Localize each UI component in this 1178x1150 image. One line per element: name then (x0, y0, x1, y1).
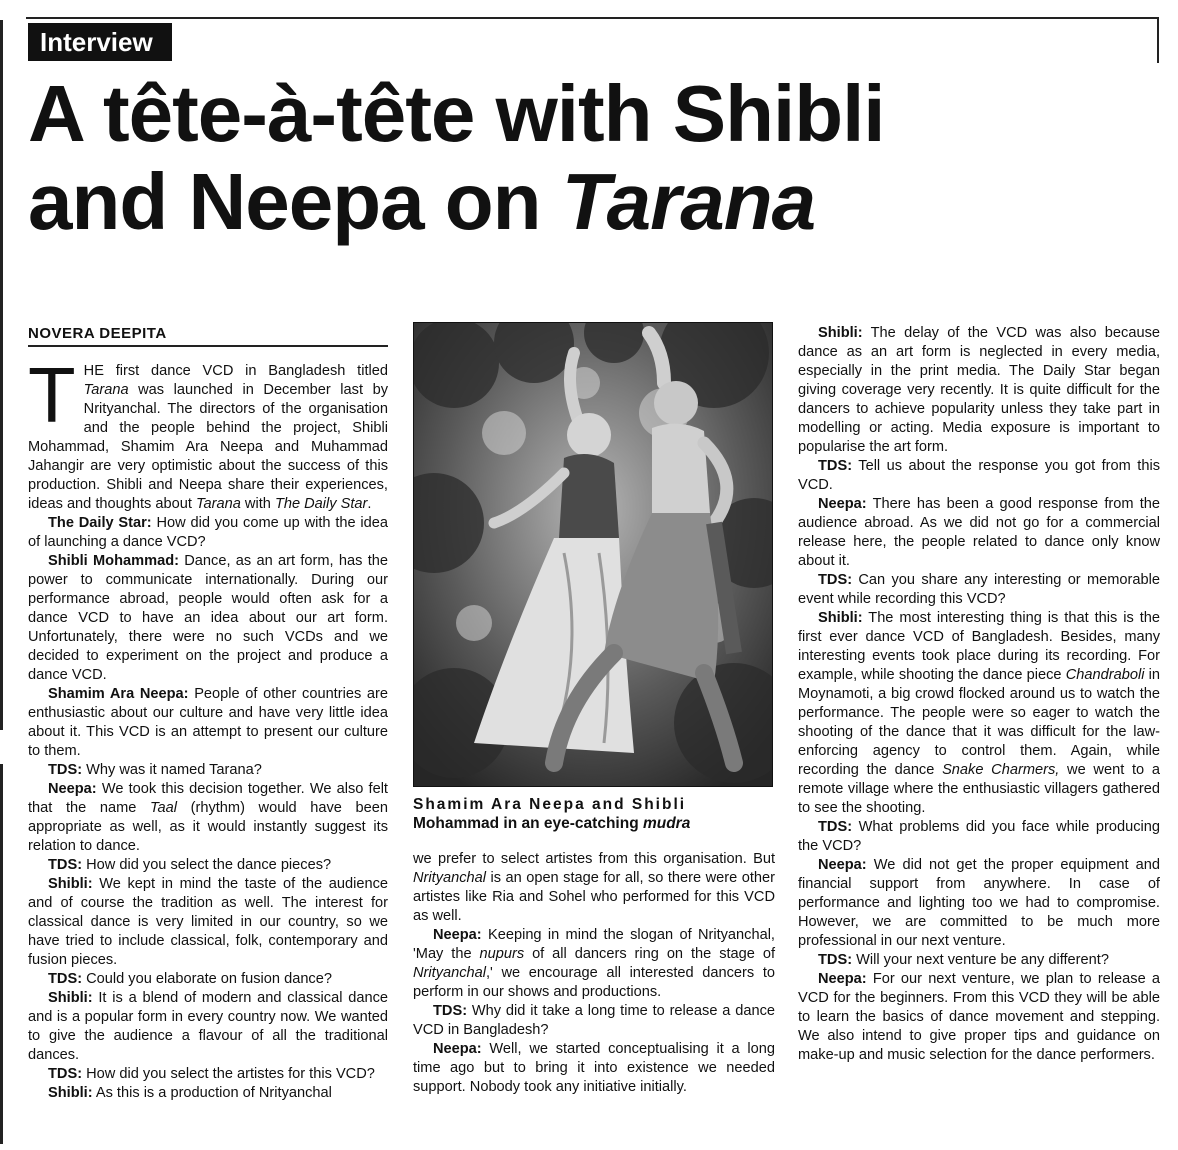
qa-paragraph: Neepa: For our next venture, we plan to release a VCD for the beginners. From this VCD they will be able to learn the basics of dance movement and stepping. We also intend to give proper tips and guidance on make-up and music selection for the dance performers. (798, 971, 1160, 1063)
top-rule (26, 17, 1158, 19)
article-column-3 (798, 324, 1160, 1065)
qa-paragraph: Shibli: As this is a production of Nrityanchal (48, 1085, 332, 1101)
dancers-photo (413, 322, 773, 787)
qa-paragraph: Shamim Ara Neepa: People of other countries are enthusiastic about our culture and have very little idea about it. This VCD is an attempt to present our culture to them. (28, 686, 388, 759)
qa-paragraph: Shibli: It is a blend of modern and classical dance and is a popular form in every country now. We wanted to give the audience a flavour of all the traditional dances. (28, 990, 388, 1063)
qa-paragraph: TDS: How did you select the artistes for this VCD? (48, 1066, 375, 1082)
qa-paragraph: Neepa: There has been a good response from the audience abroad. As we did not go for a commercial release here, the people related to dance only know about it. (798, 496, 1160, 569)
headline-line1: A tête-à-tête with Shibli (28, 69, 885, 158)
dancers-illustration (414, 323, 772, 786)
qa-paragraph: Shibli Mohammad: Dance, as an art form, has the power to communicate internationally. During our performance abroad, people would often ask for a dance VCD to have an idea about our art form. Unfortunately, there were no such VCDs and we decided to experiment on the project and produce a dance VCD. (28, 553, 388, 683)
drop-cap: T (28, 351, 76, 439)
qa-paragraph: TDS: Could you elaborate on fusion dance? (48, 971, 332, 987)
qa-paragraph: TDS: Can you share any interesting or memorable event while recording this VCD? (798, 572, 1160, 607)
qa-paragraph: we prefer to select artistes from this organisation. But Nrityanchal is an open stage for all, so there were other artistes like Ria and Sohel who performed for this VCD as well. (413, 851, 775, 924)
article-column-1 (28, 351, 388, 1103)
qa-paragraph: Neepa: We took this decision together. We also felt that the name Taal (rhythm) would have been appropriate as well, as it would instantly suggest its relation to dance. (28, 781, 388, 854)
qa-paragraph: Shibli: The most interesting thing is that this is the first ever dance VCD of Bangladesh. Besides, many interesting events took place during its recording. For example, while shooting the dance piece Chandraboli in Moynamoti, a big crowd flocked around us to watch the performance. The people were so eager to watch the shooting of the dance that it was difficult for the law-enforcing agency to control them. Again, while recording the dance Snake Charmers, we went to a remote village where the enthusiastic villagers gathered to see the shooting. (798, 610, 1160, 816)
qa-paragraph: TDS: Why was it named Tarana? (48, 762, 262, 778)
qa-paragraph: TDS: Tell us about the response you got from this VCD. (798, 458, 1160, 493)
qa-paragraph: Shibli: The delay of the VCD was also because dance as an art form is neglected in every media, especially in the print media. The Daily Star began giving coverage very recently. It is quite difficult for the dancers to achieve popularity unless they take part in modelling or acting. Media exposure is important to popularise the art form. (798, 325, 1160, 455)
byline: NOVERA DEEPITA (28, 325, 388, 347)
qa-paragraph: TDS: Why did it take a long time to release a dance VCD in Bangladesh? (413, 1003, 775, 1038)
article-column-2 (413, 850, 775, 1097)
qa-paragraph: TDS: What problems did you face while producing the VCD? (798, 819, 1160, 854)
qa-paragraph: TDS: Will your next venture be any different? (818, 952, 1109, 968)
qa-paragraph: Neepa: We did not get the proper equipment and financial support from anywhere. In case of performance and lighting too we had to compromise. However, we are committed to be much more professional in our next venture. (798, 857, 1160, 949)
qa-paragraph: TDS: How did you select the dance pieces? (48, 857, 332, 873)
right-rule (1157, 17, 1159, 63)
left-rule-upper (0, 20, 3, 730)
headline-tarana: Tarana (561, 157, 816, 246)
qa-paragraph: Shibli: We kept in mind the taste of the audience and of course the tradition as well. The interest for classical dance is very limited in our country, so we have tried to include classical, folk, contemporary and fusion pieces. (28, 876, 388, 968)
qa-paragraph: Neepa: Keeping in mind the slogan of Nrityanchal, 'May the nupurs of all dancers ring on the stage of Nrityanchal,' we encourage all interested dancers to perform in our shows and productions. (413, 927, 775, 1000)
headline (28, 70, 1158, 246)
qa-paragraph: The Daily Star: How did you come up with the idea of launching a dance VCD? (28, 515, 388, 550)
section-label: Interview (28, 23, 172, 61)
intro-paragraph: THE first dance VCD in Bangladesh titled Tarana was launched in December last by Nrityanchal. The directors of the organisation and the people behind the project, Shibli Mohammad, Shamim Ara Neepa and Muhammad Jahangir are very optimistic about the success of this production. Shibli and Neepa share their experiences, ideas and thoughts about Tarana with The Daily Star. (28, 351, 388, 512)
left-rule-lower (0, 764, 3, 1144)
headline-line2: and Neepa on Tarana (28, 157, 816, 246)
qa-paragraph: Neepa: Well, we started conceptualising it a long time ago but to bring it into existence we needed support. Nobody took any initiative initially. (413, 1041, 775, 1095)
photo-caption: Shamim Ara Neepa and Shibli Mohammad in an eye-catching mudra (413, 796, 691, 832)
